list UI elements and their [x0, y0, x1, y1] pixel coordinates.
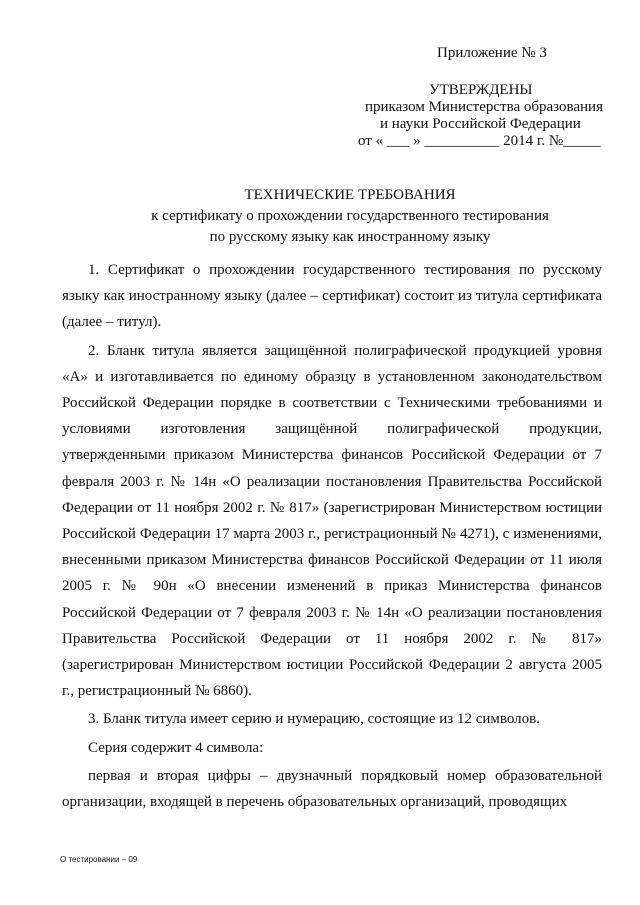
- paragraph-2: 2. Бланк титула является защищённой полиграфической продукцией уровня «А» и изготавливается по единому образцу в установленном законодательством Российской Федерации порядке в соответствии с Техническими требованиями и условиями изготовления защищённой полиграфической продукции, утвержденными приказом Министерства финансов Российской Федерации от 7 февраля 2003 г. № 14н «О реализации постановления Правительства Российской Федерации от 11 ноября 2002 г. № 817» (зарегистрирован Министерством юстиции Российской Федерации 17 марта 2003 г., регистрационный № 4271), с изменениями, внесенными приказом Министерства финансов Российской Федерации от 11 июля 2005 г. № 90н «О внесении изменений в приказ Министерства финансов Российской Федерации от 7 февраля 2003 г. № 14н «О реализации постановления Правительства Российской Федерации от 11 ноября 2002 г. № 817» (зарегистрирован Министерством юстиции Российской Федерации 2 августа 2005 г., регистрационный № 6860).: [62, 342, 602, 700]
- document-title: [0, 185, 640, 248]
- title-line-1: ТЕХНИЧЕСКИЕ ТРЕБОВАНИЯ: [244, 187, 456, 203]
- paragraph-5: первая и вторая цифры – двузначный порядковый номер образовательной организации, входящей в перечень образовательных организаций, проводящих: [62, 767, 602, 811]
- approved-label: УТВЕРЖДЕНЫ: [429, 82, 533, 98]
- footer-code: О тестировании – 09: [60, 855, 138, 864]
- paragraph-1: 1. Сертификат о прохождении государственного тестирования по русскому языку как иностранному языку (далее – сертификат) состоит из титула сертификата (далее – титул).: [62, 262, 602, 331]
- appendix-label: Приложение № 3: [437, 45, 547, 61]
- title-line-2: к сертификату о прохождении государственного тестирования: [151, 208, 549, 224]
- title-line-3: по русскому языку как иностранному языку: [209, 229, 491, 245]
- paragraph-4: Серия содержит 4 символа:: [88, 739, 264, 756]
- order-date-line: от « ___ » __________ 2014 г. №_____: [358, 133, 601, 149]
- paragraph-3: 3. Бланк титула имеет серию и нумерацию, состоящие из 12 символов.: [88, 711, 540, 728]
- document-body: [62, 257, 602, 815]
- order-line-1: приказом Министерства образования: [365, 99, 603, 115]
- order-line-2: и науки Российской Федерации: [380, 116, 581, 132]
